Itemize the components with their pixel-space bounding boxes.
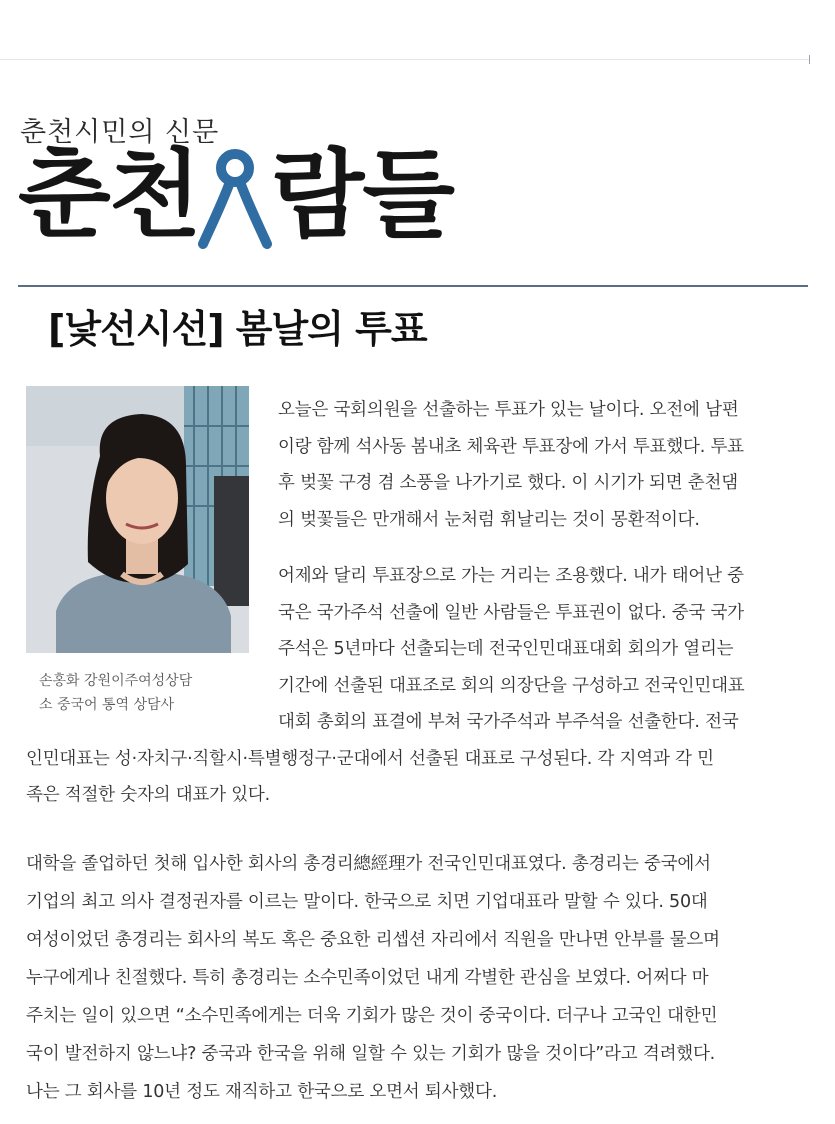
text-line: 대학을 졸업하던 첫해 입사한 회사의 총경리總經理가 전국인민대표였다. 총경리는 중국에서: [26, 854, 711, 874]
text-line: 국이 발전하지 않느냐? 중국과 한국을 위해 일할 수 있는 기회가 많을 것이다”라고 격려했다.: [26, 1044, 716, 1064]
text-line: 여성이었던 총경리는 회사의 복도 혹은 중요한 리셉션 자리에서 직원을 만나면 안부를 물으며: [26, 930, 720, 950]
caption-line: 소 중국어 통역 상담사: [39, 697, 175, 713]
paragraph-1: [278, 392, 808, 538]
top-rule: [0, 59, 810, 60]
text-line: 후 벚꽃 구경 겸 소풍을 나가기로 했다. 이 시기가 되면 춘천댐: [278, 473, 738, 493]
caption-line: 손홍화 강원이주여성상담: [39, 673, 193, 689]
text-line: 주치는 일이 있으면 “소수민족에게는 더욱 기회가 많은 것이 중국이다. 더구나 고국인 대한민: [26, 1006, 718, 1026]
masthead-divider: [18, 285, 808, 287]
text-line: 주석은 5년마다 선출되는데 전국인민대표대회 회의가 열리는: [278, 639, 734, 659]
text-line: 의 벚꽃들은 만개해서 눈처럼 휘날리는 것이 몽환적이다.: [278, 509, 700, 530]
text-line: 어제와 달리 투표장으로 가는 거리는 조용했다. 내가 태어난 중: [278, 566, 744, 586]
person-mark-icon: [197, 140, 273, 272]
masthead-title-part2: 람들: [271, 139, 453, 251]
text-line: 인민대표는 성·자치구·직할시·특별행정구·군대에서 선출된 대표로 구성된다. 각 지역과 각 민: [26, 748, 714, 769]
text-line: 기업의 최고 의사 결정권자를 이르는 말이다. 한국으로 치면 기업대표라 말할 수 있다. 50대: [26, 892, 708, 912]
photo-caption: [39, 669, 244, 717]
masthead-title-part1: 춘천: [18, 139, 200, 251]
masthead-logo: [18, 140, 453, 250]
author-photo: [26, 386, 249, 653]
top-tick: [809, 55, 810, 64]
text-line: 기간에 선출된 대표조로 회의 의장단을 구성하고 전국인민대표: [278, 675, 745, 696]
text-line: 이랑 함께 석사동 봄내초 체육관 투표장에 가서 투표했다. 투표: [278, 436, 744, 457]
text-line: 국은 국가주석 선출에 일반 사람들은 투표권이 없다. 중국 국가: [278, 602, 744, 623]
article-headline: [낯선시선] 봄날의 투표: [48, 307, 427, 351]
text-line: 족은 적절한 숫자의 대표가 있다.: [26, 785, 270, 805]
masthead-subtitle: 춘천시민의 신문: [20, 117, 220, 148]
text-line: 대회 총회의 표결에 부쳐 국가주석과 부주석을 선출한다. 전국: [278, 712, 739, 732]
paragraph-3: [26, 845, 812, 1111]
text-line: 오늘은 국회의원을 선출하는 투표가 있는 날이다. 오전에 남편: [278, 400, 739, 420]
text-line: 누구에게나 친절했다. 특히 총경리는 소수민족이었던 내게 각별한 관심을 보였다. 어쩌다 마: [26, 968, 709, 988]
text-line: 나는 그 회사를 10년 정도 재직하고 한국으로 오면서 퇴사했다.: [26, 1082, 498, 1102]
